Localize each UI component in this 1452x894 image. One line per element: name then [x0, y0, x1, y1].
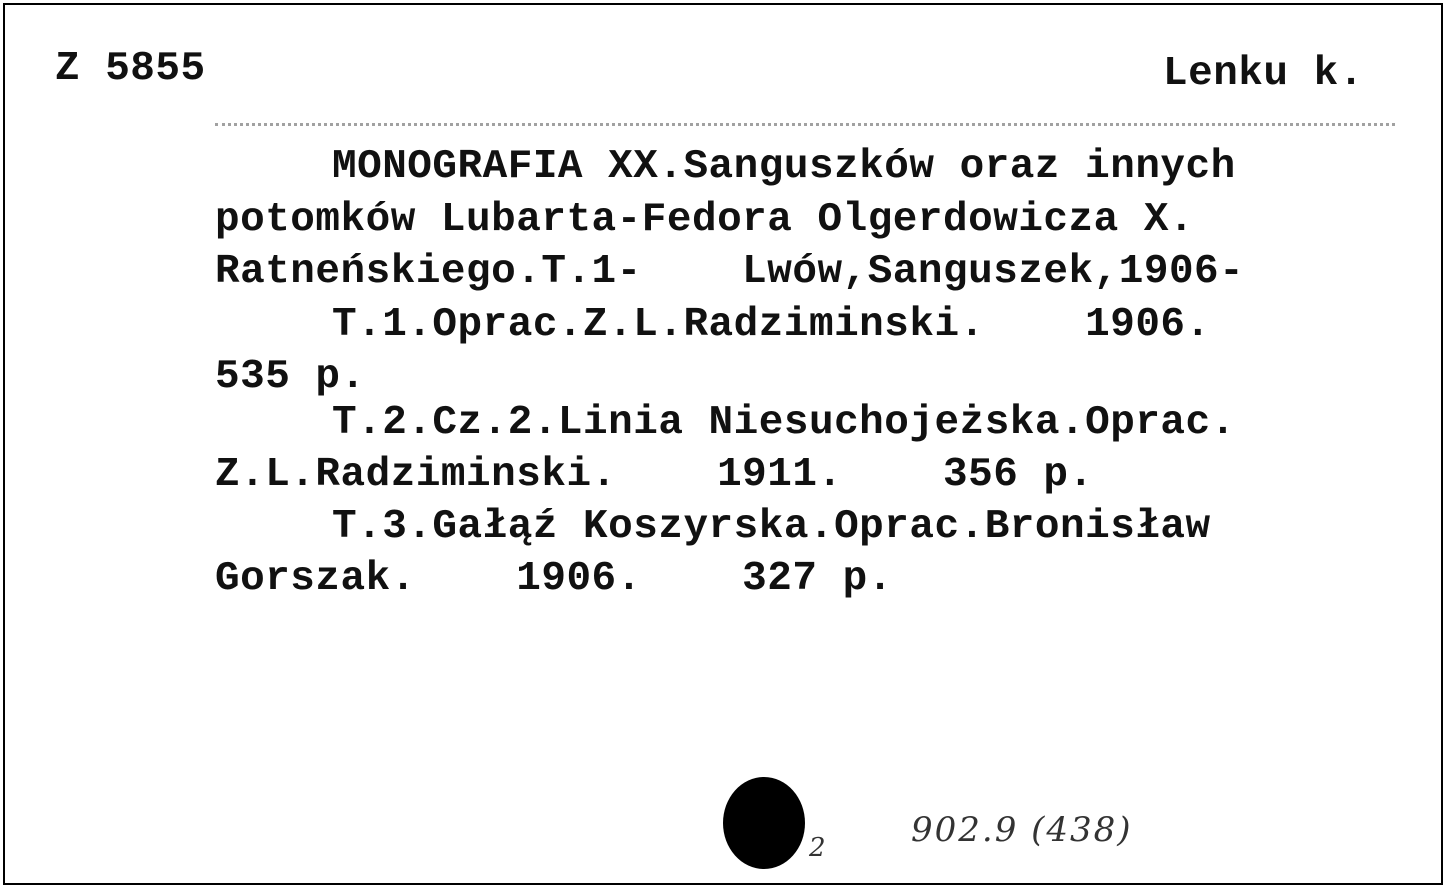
volume-1-pages: 535 p.	[215, 354, 366, 400]
dotted-rule	[215, 123, 1395, 130]
volume-2-line: T.2.Cz.2.Linia Niesuchojeżska.Oprac.	[332, 400, 1236, 446]
volume-3-line: T.3.Gałąź Koszyrska.Oprac.Bronisław	[332, 504, 1211, 550]
classification-mark: 902.9 (438)	[911, 810, 1133, 850]
call-number: Z 5855	[55, 46, 206, 92]
hole-mark: 2	[809, 833, 828, 863]
volume-2-details: Z.L.Radziminski. 1911. 356 p.	[215, 452, 1094, 498]
heading-label: Lenku k.	[1163, 51, 1364, 97]
title-line-2: potomków Lubarta-Fedora Olgerdowicza X.	[215, 197, 1195, 243]
catalog-card	[3, 3, 1443, 885]
punch-hole	[723, 777, 805, 869]
title-line-3: Ratneńskiego.T.1- Lwów,Sanguszek,1906-	[215, 249, 1245, 295]
volume-3-details: Gorszak. 1906. 327 p.	[215, 556, 893, 602]
title-line-1: MONOGRAFIA XX.Sanguszków oraz innych	[332, 144, 1236, 190]
volume-1-line: T.1.Oprac.Z.L.Radziminski. 1906.	[332, 302, 1211, 348]
